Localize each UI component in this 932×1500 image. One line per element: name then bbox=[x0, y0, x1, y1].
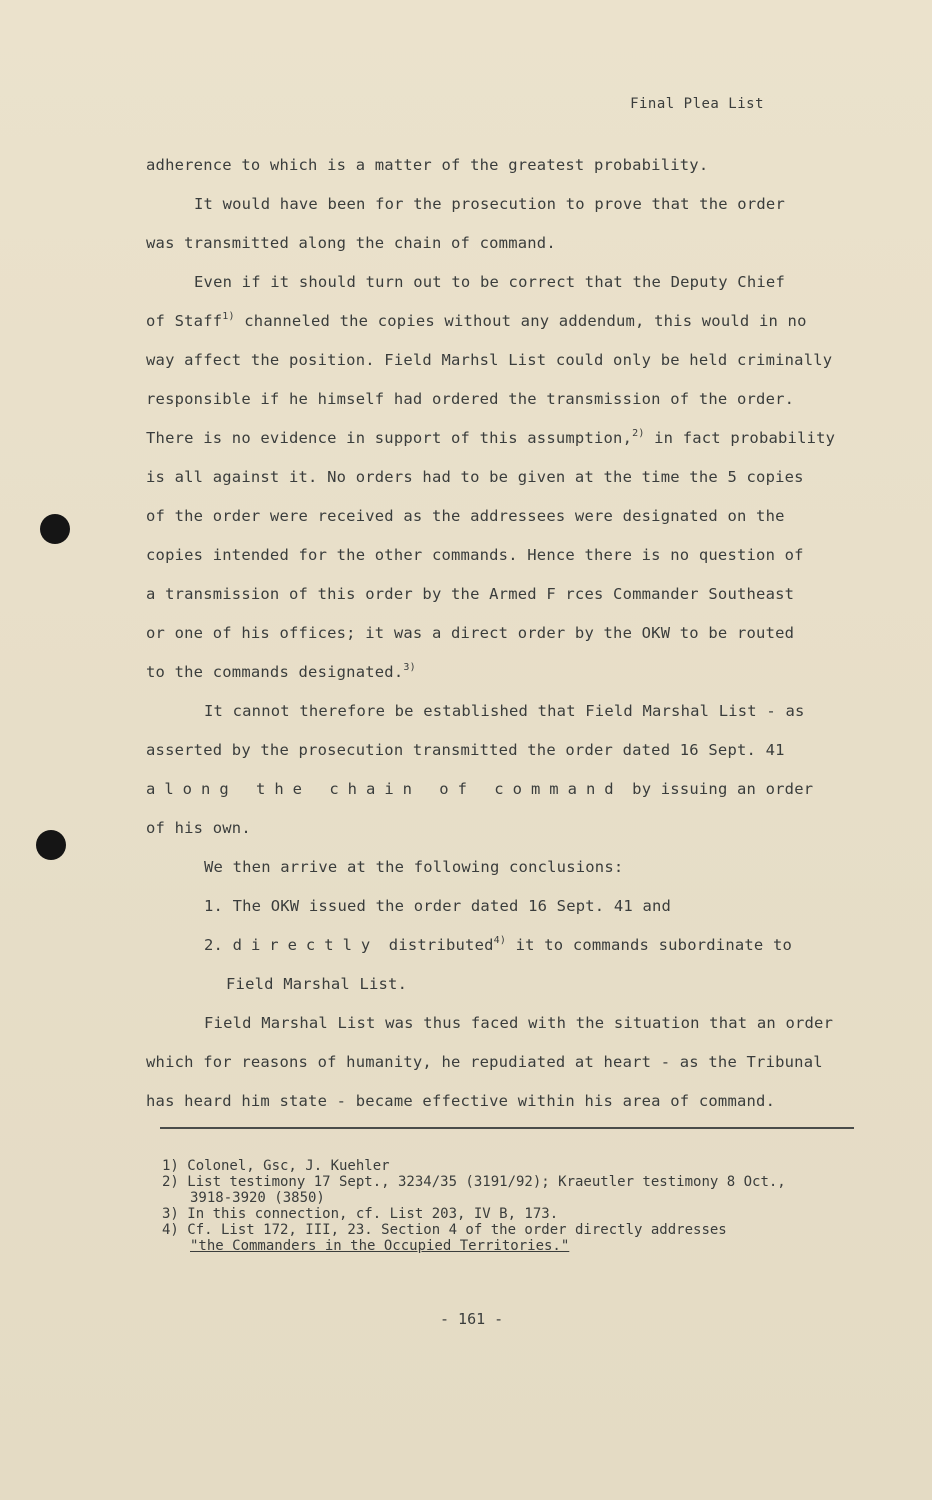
text-fragment: in fact probability bbox=[644, 429, 836, 447]
text-line: It would have been for the prosecution to prove that the order bbox=[194, 195, 785, 213]
text-fragment: There is no evidence in support of this assumption, bbox=[146, 429, 633, 447]
page-header: Final Plea List bbox=[630, 96, 764, 112]
punch-hole bbox=[40, 514, 70, 544]
footnote: 3) In this connection, cf. List 203, IV B, 173. bbox=[162, 1206, 559, 1222]
text-line bbox=[146, 423, 852, 462]
text-fragment: channeled the copies without any addendum, this would in no bbox=[234, 312, 807, 330]
punch-hole bbox=[36, 830, 66, 860]
text-fragment: of Staff bbox=[146, 312, 223, 330]
text-line: which for reasons of humanity, he repudiated at heart - as the Tribunal bbox=[146, 1053, 823, 1071]
footnote: 4) Cf. List 172, III, 23. Section 4 of the order directly addresses bbox=[162, 1222, 727, 1238]
conclusion-item bbox=[146, 930, 852, 969]
text-line: copies intended for the other commands. Hence there is no question of bbox=[146, 546, 804, 564]
footnote-continuation: 3918-3920 (3850) bbox=[190, 1190, 325, 1206]
text-line: adherence to which is a matter of the greatest probability. bbox=[146, 156, 709, 174]
text-fragment: 2. bbox=[204, 936, 233, 954]
text-fragment: distributed bbox=[379, 936, 494, 954]
footnote: 1) Colonel, Gsc, J. Kuehler bbox=[162, 1158, 390, 1174]
text-fragment: to the commands designated. bbox=[146, 663, 404, 681]
emphasized-text: along the chain of command bbox=[146, 780, 623, 798]
page-number: - 161 - bbox=[440, 1310, 504, 1328]
text-line: asserted by the prosecution transmitted the order dated 16 Sept. 41 bbox=[146, 741, 785, 759]
text-line: or one of his offices; it was a direct order by the OKW to be routed bbox=[146, 624, 795, 642]
text-fragment: it to commands subordinate to bbox=[506, 936, 793, 954]
text-line: way affect the position. Field Marhsl List could only be held criminally bbox=[146, 351, 833, 369]
text-line: responsible if he himself had ordered the transmission of the order. bbox=[146, 390, 795, 408]
text-line: Even if it should turn out to be correct that the Deputy Chief bbox=[194, 273, 785, 291]
text-line bbox=[146, 657, 852, 696]
text-fragment: by issuing an order bbox=[622, 780, 814, 798]
footnotes bbox=[162, 1158, 874, 1254]
text-line: Field Marshal List. bbox=[226, 975, 408, 993]
text-line: Field Marshal List was thus faced with the situation that an order bbox=[204, 1014, 834, 1032]
footnote: 2) List testimony 17 Sept., 3234/35 (3191/92); Kraeutler testimony 8 Oct., bbox=[162, 1174, 786, 1190]
footnote-ref: 2) bbox=[632, 428, 645, 439]
text-line: a transmission of this order by the Armed F rces Commander Southeast bbox=[146, 585, 795, 603]
body-text bbox=[146, 150, 852, 1125]
footnote-separator bbox=[160, 1127, 854, 1129]
footnote-continuation: "the Commanders in the Occupied Territories." bbox=[190, 1238, 570, 1254]
text-line: was transmitted along the chain of command. bbox=[146, 234, 556, 252]
text-line: We then arrive at the following conclusions: bbox=[204, 858, 624, 876]
text-line: It cannot therefore be established that Field Marshal List - as bbox=[204, 702, 805, 720]
text-line: of the order were received as the addressees were designated on the bbox=[146, 507, 785, 525]
text-line bbox=[146, 774, 852, 813]
text-line: has heard him state - became effective within his area of command. bbox=[146, 1092, 776, 1110]
text-line: is all against it. No orders had to be given at the time the 5 copies bbox=[146, 468, 804, 486]
footnote-ref: 3) bbox=[403, 662, 416, 673]
footnote-ref: 1) bbox=[222, 311, 235, 322]
conclusion-item: 1. The OKW issued the order dated 16 Sept. 41 and bbox=[204, 897, 672, 915]
text-line bbox=[146, 306, 852, 345]
text-line: of his own. bbox=[146, 819, 251, 837]
footnote-ref: 4) bbox=[493, 935, 507, 946]
emphasized-text: directly bbox=[232, 936, 380, 954]
